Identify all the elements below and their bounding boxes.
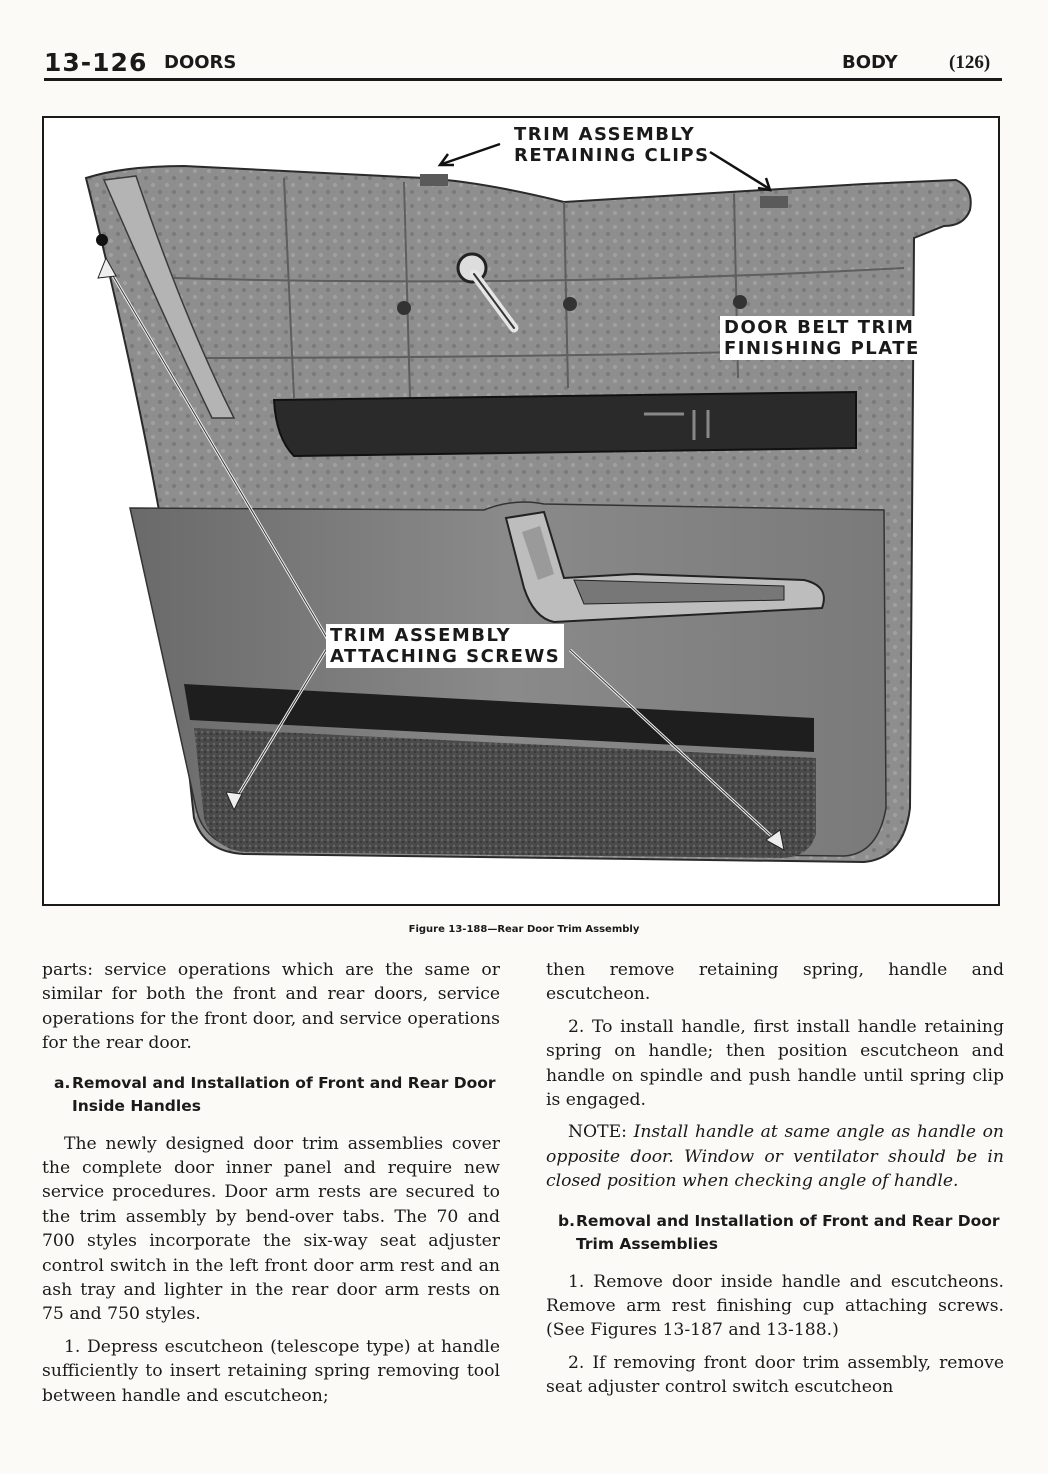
retaining-clip — [760, 196, 788, 208]
paragraph: parts: service operations which are the same or similar for both the front and rear doors, service operations for the front door, and service operations for the rear door. — [42, 960, 500, 1054]
callout-line: FINISHING PLATE — [724, 338, 920, 359]
callout-line: ATTACHING SCREWS — [330, 646, 561, 667]
paragraph: 1. Depress escutcheon (telescope type) at handle sufficiently to insert retaining spring removing tool between handle and escutcheon; — [42, 1336, 500, 1406]
door-trim-illustration — [44, 118, 998, 904]
callout-line: DOOR BELT TRIM — [724, 317, 915, 338]
paragraph: 1. Remove door inside handle and escutcheons. Remove arm rest finishing cup attaching screws. (See Figures 13-187 and 13-188.) — [546, 1271, 1004, 1341]
figure-caption: Figure 13-188—Rear Door Trim Assembly — [408, 924, 640, 935]
note-text: Install handle at same angle as handle on opposite door. Window or ventilator should be in closed position when checking angle of handle. — [546, 1122, 1004, 1192]
section-heading-a — [42, 1072, 500, 1118]
paragraph: 2. To install handle, first install handle retaining spring on handle; then position escutcheon and handle on spindle and push handle until spring clip is engaged. — [546, 1016, 1004, 1111]
paragraph: then remove retaining spring, handle and escutcheon. — [546, 960, 1004, 1005]
trim-button — [733, 295, 747, 309]
heading-text: Removal and Installation of Front and Rear Door Inside Handles — [72, 1073, 496, 1115]
callout-line: TRIM ASSEMBLY — [330, 625, 512, 646]
callout-belt-trim — [720, 316, 924, 360]
callout-attaching-screws — [326, 624, 564, 668]
left-column — [42, 958, 500, 1416]
trim-button — [563, 297, 577, 311]
section-title: DOORS — [164, 52, 237, 73]
callout-line: TRIM ASSEMBLY — [514, 124, 696, 145]
retaining-clip — [420, 174, 448, 186]
door-trim-figure — [42, 116, 1000, 906]
note-paragraph — [546, 1120, 1004, 1193]
heading-label: b. — [558, 1211, 575, 1230]
heading-label: a. — [54, 1073, 71, 1092]
page-number: 13-126 — [44, 48, 148, 77]
right-column — [546, 958, 1004, 1408]
belt-molding — [274, 392, 856, 456]
page-reference: (126) — [949, 52, 991, 73]
callout-line: RETAINING CLIPS — [514, 145, 710, 166]
note-label: NOTE: — [568, 1122, 627, 1143]
trim-button — [96, 234, 108, 246]
trim-button — [397, 301, 411, 315]
callout-retaining-clips — [514, 124, 710, 166]
heading-text: Removal and Installation of Front and Rear Door Trim Assemblies — [576, 1211, 1000, 1253]
section-heading-b — [546, 1210, 1004, 1256]
paragraph: The newly designed door trim assemblies cover the complete door inner panel and require new service procedures. Door arm rests are secured to the trim assembly by bend-over tabs. The 70 and 700 styles incorporate the six-way seat adjuster control switch in the left front door arm rest and an ash tray and lighter in the rear door arm rests on 75 and 750 styles. — [42, 1133, 500, 1325]
page-header — [44, 46, 1002, 80]
header-rule — [44, 78, 1002, 81]
paragraph: 2. If removing front door trim assembly, remove seat adjuster control switch escutcheon — [546, 1352, 1004, 1398]
chapter-title: BODY — [842, 52, 898, 73]
